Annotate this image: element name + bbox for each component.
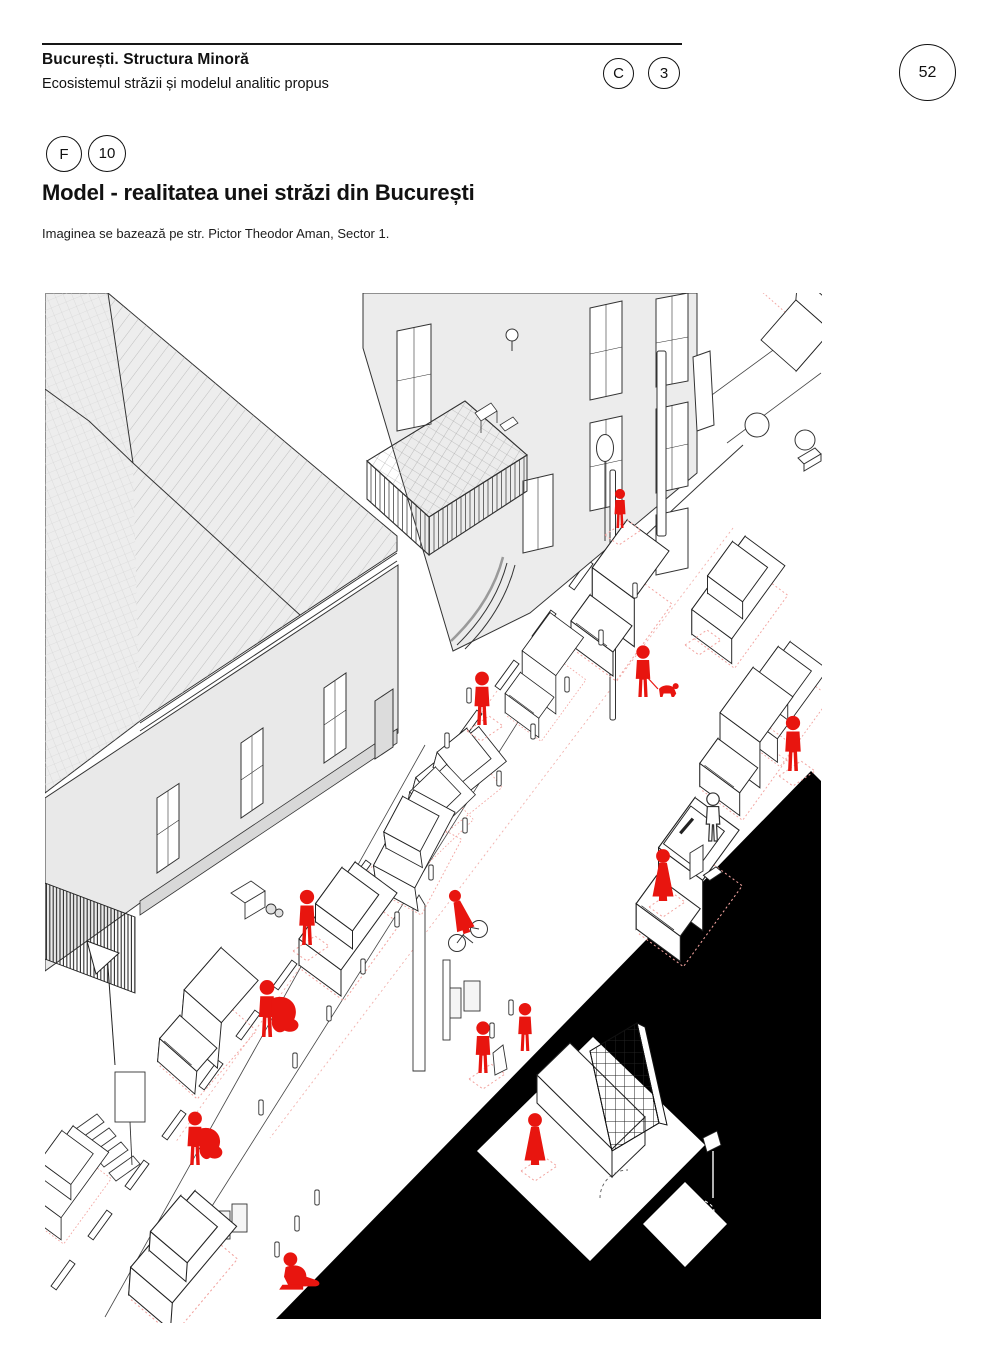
- chapter-subtitle: Ecosistemul străzii și modelul analitic propus: [42, 76, 329, 92]
- figure-badge-10: 10: [88, 135, 126, 172]
- header-rule: [42, 43, 682, 45]
- chapter-title: București. Structura Minoră: [42, 51, 249, 68]
- figure-caption: Imaginea se bazează pe str. Pictor Theodor Aman, Sector 1.: [42, 226, 390, 241]
- section-badge-3: 3: [648, 57, 680, 89]
- figure-illustration: [45, 293, 822, 1323]
- figure-title: Model - realitatea unei străzi din București: [42, 180, 475, 205]
- left-house: [45, 293, 398, 1165]
- cyclist: [444, 887, 487, 951]
- street-axonometric-drawing: [45, 293, 822, 1323]
- section-badge-c: C: [603, 58, 634, 89]
- black-plaza-area: [276, 771, 821, 1319]
- figure-badge-f: F: [46, 136, 82, 172]
- page-number-badge: 52: [899, 44, 956, 101]
